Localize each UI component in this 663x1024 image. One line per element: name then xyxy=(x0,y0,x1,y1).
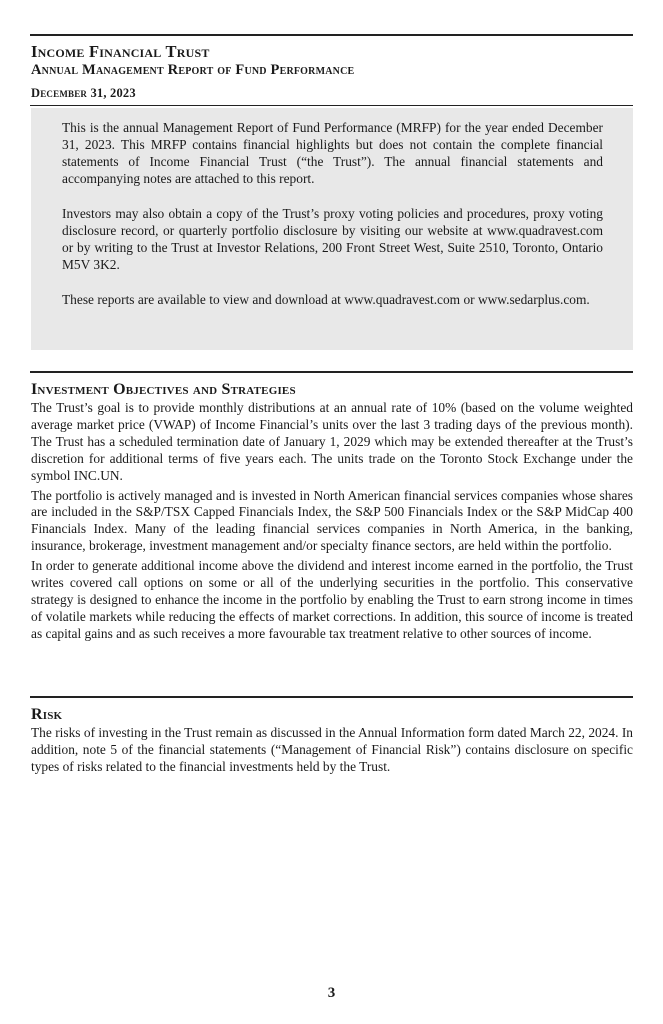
report-title: Annual Management Report of Fund Performance xyxy=(31,62,355,78)
investment-section-body xyxy=(31,400,633,646)
page-number: 3 xyxy=(327,985,336,1001)
fund-name: Income Financial Trust xyxy=(31,42,210,61)
investment-paragraph: The Trust’s goal is to provide monthly distributions at an annual rate of 10% (based on the volume weighted average market price (VWAP) of Income Financial’s units over the last 3 trading days of the previous month). The Trust has a scheduled termination date of January 1, 2029 which may be extended thereafter at the Trust’s discretion for additional terms of five years each. The units trade on the Toronto Stock Exchange under the symbol INC.UN. xyxy=(31,400,633,483)
intro-paragraph: These reports are available to view and download at www.quadravest.com or www.sedarplus.com. xyxy=(62,292,590,307)
risk-section-body xyxy=(31,725,633,779)
report-date: December 31, 2023 xyxy=(31,86,136,100)
investment-section-title: Investment Objectives and Strategies xyxy=(31,381,296,398)
intro-paragraph: This is the annual Management Report of Fund Performance (MRFP) for the year ended December 31, 2023. This MRFP contains financial highlights but does not contain the complete financial statements of Income Financial Trust (“the Trust”). The annual financial statements and accompanying notes are attached to this report. xyxy=(62,120,603,186)
top-rule xyxy=(30,34,633,36)
risk-paragraph: The risks of investing in the Trust remain as discussed in the Annual Information form dated March 22, 2024. In addition, note 5 of the financial statements (“Management of Financial Risk”) contains disclosure on specific types of risks related to the financial investments held by the Trust. xyxy=(31,725,633,774)
risk-section-title: Risk xyxy=(31,706,63,723)
risk-section-rule xyxy=(30,696,633,698)
header-rule xyxy=(30,105,633,106)
intro-paragraph: Investors may also obtain a copy of the Trust’s proxy voting policies and procedures, proxy voting disclosure record, or quarterly portfolio disclosure by visiting our website at www.quadravest.com or by writing to the Trust at Investor Relations, 200 Front Street West, Suite 2510, Toronto, Ontario M5V 3K2. xyxy=(62,206,603,272)
investment-paragraph: The portfolio is actively managed and is invested in North American financial services companies whose shares are included in the S&P/TSX Capped Financials Index, the S&P 500 Financials Index or the S&P MidCap 400 Financials Index. Many of the leading financial services companies in North America, in the banking, insurance, brokerage, investment management and/or specialty finance sectors, are held within the portfolio. xyxy=(31,487,633,554)
intro-box xyxy=(31,108,633,350)
investment-section-rule xyxy=(30,371,633,373)
investment-paragraph: In order to generate additional income above the dividend and interest income earned in the portfolio, the Trust writes covered call options on some or all of the underlying securities in the portfolio. This conservative strategy is designed to enhance the income in the portfolio by enabling the Trust to earn strong income in times of volatile markets while reducing the effects of market corrections. In addition, this source of income is treated as capital gains and as such receives a more favourable tax treatment relative to other sources of income. xyxy=(31,558,633,641)
